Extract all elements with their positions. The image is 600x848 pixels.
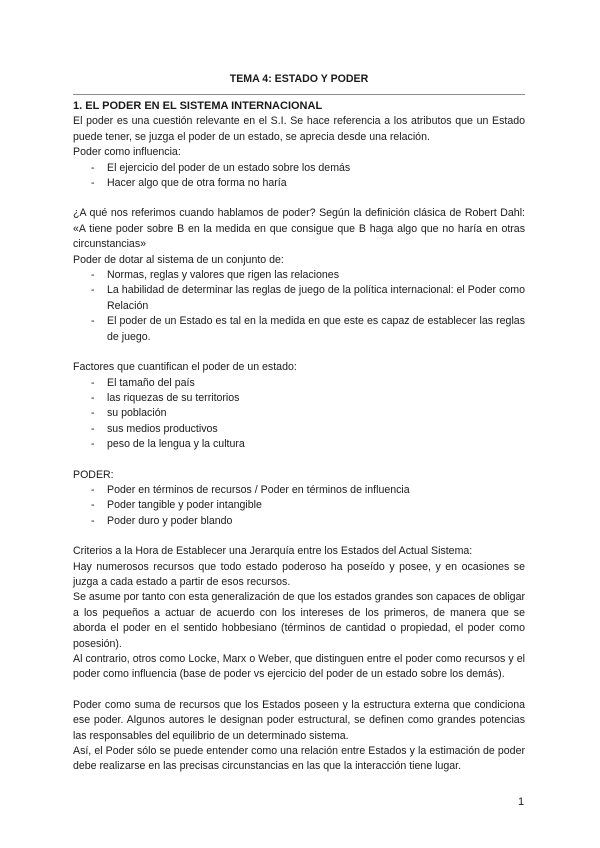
intro-paragraph: El poder es una cuestión relevante en el S.I. Se hace referencia a los atributos que un Estado puede tener, se juzga el poder de un estado, se aprecia desde una relación. bbox=[73, 115, 525, 143]
list-item: - peso de la lengua y la cultura bbox=[73, 437, 525, 452]
criteria-title: Criterios a la Hora de Establecer una Jerarquía entre los Estados del Actual Sistema: bbox=[73, 545, 473, 558]
list-item: - Poder tangible y poder intangible bbox=[73, 498, 525, 513]
list-item: - Poder duro y poder blando bbox=[73, 514, 525, 529]
list-item: - Hacer algo que de otra forma no haría bbox=[73, 176, 525, 191]
page-number: 1 bbox=[518, 796, 525, 808]
list-item: - las riquezas de su territorios bbox=[73, 391, 525, 406]
factors-label: Factores que cuantifican el poder de un estado: bbox=[73, 361, 297, 374]
list-item: - sus medios productivos bbox=[73, 422, 525, 437]
list-item: - Normas, reglas y valores que rigen las relaciones bbox=[73, 268, 525, 283]
title-divider bbox=[73, 94, 525, 95]
factors-list bbox=[73, 376, 525, 453]
spacer bbox=[73, 529, 525, 544]
poder-list bbox=[73, 483, 525, 529]
dahl-question-paragraph: ¿A qué nos referimos cuando hablamos de poder? Según la definición clásica de Robert Dahl: «A tiene poder sobre B en la medida en que consigue que B haga algo que no haría en otras circunstancias» bbox=[73, 207, 525, 251]
system-list bbox=[73, 268, 525, 345]
list-item: - su población bbox=[73, 406, 525, 421]
structure-paragraph: Así, el Poder sólo se puede entender como una relación entre Estados y la estimación de poder debe realizarse en las precisas circunstancias en las que la interacción tiene lugar. bbox=[73, 745, 525, 773]
spacer bbox=[73, 345, 525, 360]
system-label: Poder de dotar al sistema de un conjunto de: bbox=[73, 253, 284, 266]
list-item: - El ejercicio del poder de un estado sobre los demás bbox=[73, 161, 525, 176]
document-body bbox=[73, 99, 525, 775]
document-title: TEMA 4: ESTADO Y PODER bbox=[229, 73, 369, 85]
criteria-paragraph: Hay numerosos recursos que todo estado poderoso ha poseído y posee, y en ocasiones se juzga a cada estado a partir de esos recursos. bbox=[73, 560, 525, 588]
spacer bbox=[73, 453, 525, 468]
poder-label: PODER: bbox=[73, 468, 114, 481]
criteria-paragraph: Se asume por tanto con esta generalización de que los estados grandes son capaces de obligar a los pequeños a actuar de acuerdo con los intereses de los primeros, de manera que se aborda el poder en el sentido hobbesiano (términos de cantidad o propiedad, el poder como posesión). bbox=[73, 591, 525, 650]
section-heading: 1. EL PODER EN EL SISTEMA INTERNACIONAL bbox=[73, 100, 323, 112]
influence-label: Poder como influencia: bbox=[73, 146, 181, 159]
structure-paragraph: Poder como suma de recursos que los Estados poseen y la estructura externa que condiciona ese poder. Algunos autores le designan poder estructural, se definen como grandes potencias las responsables del equilibrio de un determinado sistema. bbox=[73, 698, 525, 742]
document-page bbox=[73, 0, 525, 848]
spacer bbox=[73, 683, 525, 698]
criteria-paragraph: Al contrario, otros como Locke, Marx o Weber, que distinguen entre el poder como recursos y el poder como influencia (base de poder vs ejercicio del poder de un estado sobre los demás). bbox=[73, 653, 525, 681]
list-item: - El poder de un Estado es tal en la medida en que este es capaz de establecer las reglas de juego. bbox=[73, 314, 525, 345]
spacer bbox=[73, 191, 525, 206]
influence-list bbox=[73, 161, 525, 192]
list-item: - La habilidad de determinar las reglas de juego de la política internacional: el Poder como Relación bbox=[73, 283, 525, 314]
list-item: - Poder en términos de recursos / Poder en términos de influencia bbox=[73, 483, 525, 498]
list-item: - El tamaño del país bbox=[73, 376, 525, 391]
